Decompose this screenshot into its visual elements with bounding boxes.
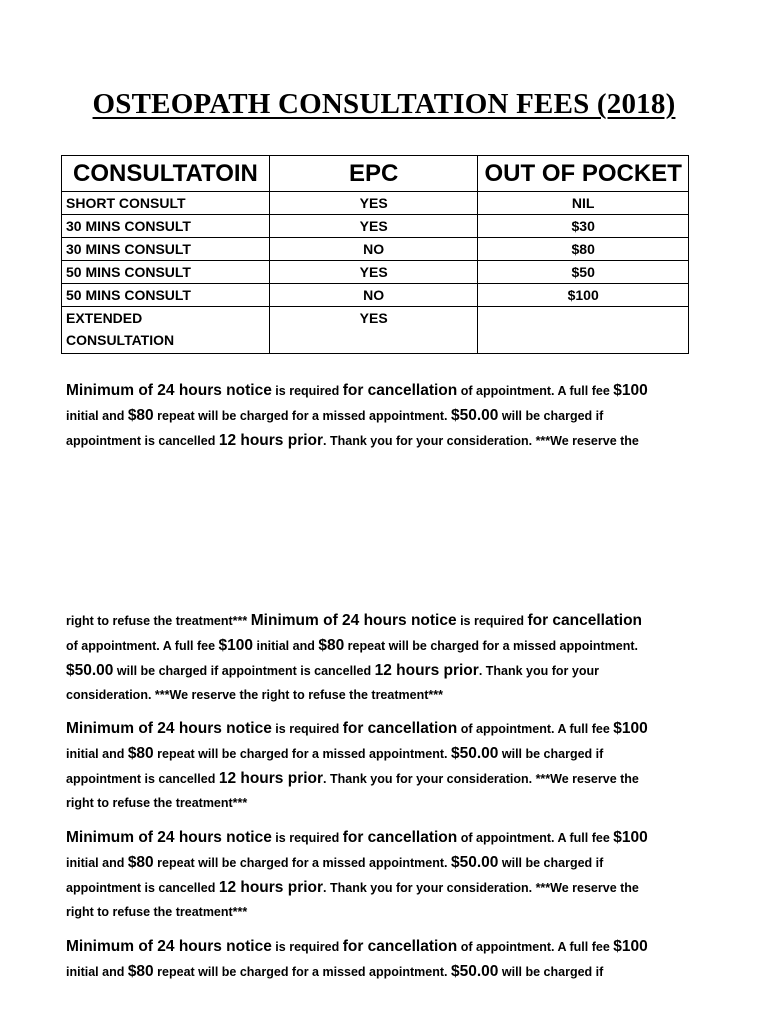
cancellation-notice bbox=[66, 825, 706, 925]
table-row bbox=[62, 192, 689, 215]
notice-line: $50.00 will be charged if appointment is cancelled 12 hours prior. Thank you for your bbox=[66, 662, 599, 679]
notice-line: Minimum of 24 hours notice is required for cancellation of appointment. A full fee $100 bbox=[66, 829, 648, 846]
notice-line: appointment is cancelled 12 hours prior. Thank you for your consideration. ***We reserve the bbox=[66, 770, 639, 787]
cancellation-notice bbox=[66, 716, 706, 816]
consultation-cell: SHORT CONSULT bbox=[62, 192, 270, 215]
table-header-row bbox=[62, 156, 689, 192]
notice-line: initial and $80 repeat will be charged for a missed appointment. $50.00 will be charged if bbox=[66, 963, 604, 980]
table-row bbox=[62, 307, 689, 354]
consultation-cell bbox=[62, 307, 270, 354]
consultation-line: EXTENDED bbox=[66, 310, 143, 326]
page-title: OSTEOPATH CONSULTATION FEES (2018) bbox=[92, 88, 676, 120]
notice-line: appointment is cancelled 12 hours prior. Thank you for your consideration. ***We reserve the bbox=[66, 432, 639, 449]
epc-cell: YES bbox=[269, 261, 477, 284]
column-header-consultation: CONSULTATOIN bbox=[62, 156, 270, 192]
notice-line: Minimum of 24 hours notice is required for cancellation of appointment. A full fee $100 bbox=[66, 382, 648, 399]
column-header-epc: EPC bbox=[269, 156, 477, 192]
fee-table bbox=[61, 155, 689, 354]
column-header-out-of-pocket: OUT OF POCKET bbox=[478, 156, 689, 192]
cancellation-notice bbox=[66, 934, 706, 984]
notice-line: Minimum of 24 hours notice is required for cancellation of appointment. A full fee $100 bbox=[66, 938, 648, 955]
notice-line: consideration. ***We reserve the right to refuse the treatment*** bbox=[66, 688, 443, 702]
notice-line: initial and $80 repeat will be charged for a missed appointment. $50.00 will be charged if bbox=[66, 745, 604, 762]
notice-line: appointment is cancelled 12 hours prior. Thank you for your consideration. ***We reserve the bbox=[66, 879, 639, 896]
notice-line: of appointment. A full fee $100 initial and $80 repeat will be charged for a missed appointment. bbox=[66, 637, 639, 654]
cancellation-notice bbox=[66, 378, 706, 453]
consultation-cell: 30 MINS CONSULT bbox=[62, 238, 270, 261]
notice-line: right to refuse the treatment*** bbox=[66, 905, 248, 919]
table-row bbox=[62, 284, 689, 307]
table-row bbox=[62, 215, 689, 238]
epc-cell: YES bbox=[269, 192, 477, 215]
out-of-pocket-cell bbox=[478, 307, 689, 354]
out-of-pocket-cell: $100 bbox=[478, 284, 689, 307]
out-of-pocket-cell: $50 bbox=[478, 261, 689, 284]
notice-line: right to refuse the treatment*** bbox=[66, 796, 248, 810]
consultation-cell: 50 MINS CONSULT bbox=[62, 261, 270, 284]
out-of-pocket-cell: NIL bbox=[478, 192, 689, 215]
cancellation-notice bbox=[66, 608, 706, 708]
epc-cell: NO bbox=[269, 238, 477, 261]
consultation-cell: 30 MINS CONSULT bbox=[62, 215, 270, 238]
epc-cell: NO bbox=[269, 284, 477, 307]
notice-line: initial and $80 repeat will be charged for a missed appointment. $50.00 will be charged if bbox=[66, 854, 604, 871]
epc-cell: YES bbox=[269, 307, 477, 354]
table-row bbox=[62, 238, 689, 261]
notice-line: Minimum of 24 hours notice is required for cancellation of appointment. A full fee $100 bbox=[66, 720, 648, 737]
consultation-line: CONSULTATION bbox=[66, 332, 175, 348]
out-of-pocket-cell: $80 bbox=[478, 238, 689, 261]
epc-cell: YES bbox=[269, 215, 477, 238]
notice-line: initial and $80 repeat will be charged for a missed appointment. $50.00 will be charged if bbox=[66, 407, 604, 424]
consultation-cell: 50 MINS CONSULT bbox=[62, 284, 270, 307]
out-of-pocket-cell: $30 bbox=[478, 215, 689, 238]
table-row bbox=[62, 261, 689, 284]
notice-line: right to refuse the treatment*** Minimum of 24 hours notice is required for cancellation bbox=[66, 612, 643, 629]
